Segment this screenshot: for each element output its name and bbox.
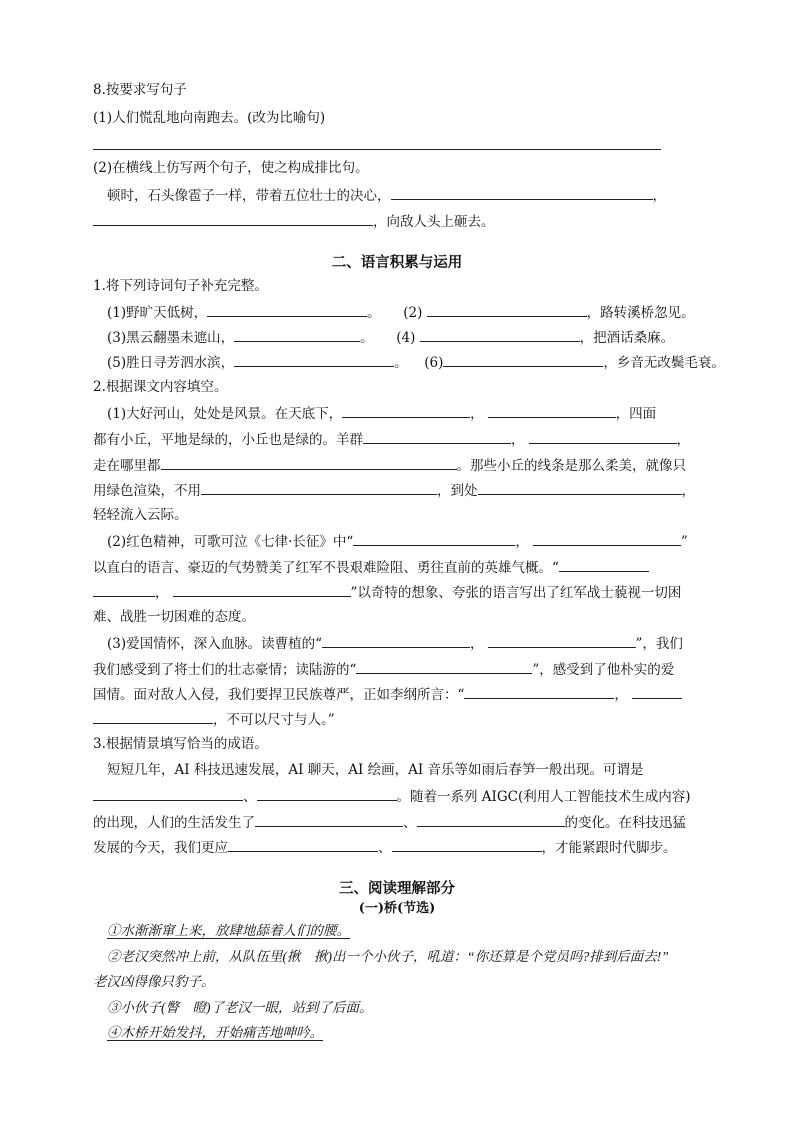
poem-1-text: (1)野旷天低树，: [107, 305, 208, 321]
q2-s1-a-text: (1)大好河山，处处是风景。在天底下，: [107, 406, 343, 422]
comma: ，: [470, 406, 484, 422]
answer-blank[interactable]: [93, 582, 155, 597]
q3-line-d: [93, 837, 677, 857]
answer-blank[interactable]: [342, 403, 470, 418]
answer-blank[interactable]: [363, 429, 511, 444]
q3-b-end: 。随着一系列 AIGC(利用人工智能技术生成内容): [396, 789, 691, 805]
answer-blank[interactable]: [93, 786, 243, 801]
q2-s1-line-e: 轻轻流入云际。: [93, 507, 188, 523]
q8-line-2: [93, 211, 495, 231]
passage-paragraph-1: [107, 922, 350, 940]
pause-mark: 、: [403, 815, 417, 831]
answer-blank[interactable]: [322, 633, 470, 648]
passage-paragraph-2: ②老汉突然冲上前，从队伍里(揪 揪)出一个小伙子，吼道：“你还算是个党员吗?排到后面去!”: [107, 949, 669, 964]
answer-blank[interactable]: [161, 455, 457, 470]
comma: ，: [470, 636, 484, 652]
answer-blank[interactable]: [257, 786, 397, 801]
pause-mark: 、: [378, 840, 392, 856]
comma: ，: [676, 432, 690, 448]
answer-blank[interactable]: [234, 327, 360, 342]
poem-3-text: (3)黑云翻墨未遮山，: [107, 330, 235, 346]
comma: ，: [614, 687, 628, 703]
section-3-heading: 三、阅读理解部分: [339, 881, 455, 897]
answer-blank[interactable]: [417, 812, 565, 827]
answer-line[interactable]: [93, 149, 661, 150]
answer-blank[interactable]: [255, 812, 403, 827]
s2-question-3-title: 3.根据情景填写恰当的成语。: [93, 736, 268, 752]
answer-blank[interactable]: [392, 837, 542, 852]
answer-blank[interactable]: [533, 531, 681, 546]
answer-blank[interactable]: [488, 633, 636, 648]
s2-question-1-title: 1.将下列诗词句子补充完整。: [93, 278, 268, 294]
q3-d-text: 发展的今天，我们更应: [93, 840, 228, 856]
answer-blank[interactable]: [427, 302, 587, 317]
q2-s1-d-text: 用绿色渲染，不用: [93, 483, 201, 499]
poem-3-end: 。: [360, 330, 374, 346]
q2-s2-a-end: ”: [680, 534, 688, 550]
q2-s3-line-c: [93, 684, 682, 704]
poem-2-end: ，路转溪桥忽见。: [586, 305, 695, 321]
poem-6-end: ，乡音无改鬓毛衰。: [603, 355, 725, 371]
q2-s2-line-d: 难、战胜一切困难的态度。: [93, 609, 255, 625]
paragraph-1-text: ①水渐渐窜上来，放肆地舔着人们的腰。: [107, 923, 350, 938]
answer-blank[interactable]: [93, 211, 373, 226]
question-8-title: 8.按要求写句子: [93, 82, 187, 98]
poem-6-text: (6): [424, 355, 444, 371]
q8-line-2-end: ，向敌人头上砸去。: [373, 214, 495, 230]
q8-line-1-text: 顿时，石头像雹子一样，带着五位壮士的决心，: [107, 188, 391, 204]
q2-s1-line-b: [93, 429, 690, 449]
poem-4-end: ，把酒话桑麻。: [579, 330, 675, 346]
answer-blank[interactable]: [207, 302, 367, 317]
poem-2-text: (2): [403, 305, 423, 321]
q2-s3-line-a: [107, 633, 683, 653]
q2-s3-a-text: (3)爱国情怀，深入血脉。读曹植的“: [107, 636, 323, 652]
q2-s1-line-a: [107, 403, 656, 423]
answer-blank[interactable]: [391, 185, 653, 200]
answer-blank[interactable]: [234, 352, 394, 367]
question-8-part-2: (2)在横线上仿写两个句子，使之构成排比句。: [93, 160, 369, 176]
q2-s3-line-b: [93, 659, 674, 679]
pause-mark: 、: [243, 789, 257, 805]
q8-comma: ，: [652, 188, 666, 204]
comma: ，: [681, 483, 695, 499]
q3-line-c: [93, 812, 686, 832]
section-2-heading: 二、语言积累与运用: [331, 255, 463, 271]
q2-s3-line-d: [93, 709, 335, 729]
answer-blank[interactable]: [420, 327, 580, 342]
q3-c-end: 的变化。在科技迅猛: [564, 815, 686, 831]
q2-s3-a-end: ”，我们: [635, 636, 683, 652]
q2-s1-line-d: [93, 480, 695, 500]
q2-s1-c-end: 。那些小丘的线条是那么柔美，就像只: [456, 458, 686, 474]
answer-blank[interactable]: [173, 582, 351, 597]
q8-line-1: [107, 185, 666, 205]
q2-s1-a-end: ，四面: [615, 406, 657, 422]
q2-s2-line-c: [93, 582, 681, 602]
passage-title: (一)桥(节选): [358, 901, 436, 916]
poem-row-3: [107, 352, 725, 372]
passage-paragraph-4: [107, 1024, 323, 1042]
answer-blank[interactable]: [228, 837, 378, 852]
answer-blank[interactable]: [356, 659, 532, 674]
comma: ，: [155, 585, 169, 601]
q2-s3-d-end: ，不可以尺寸与人。”: [213, 712, 335, 728]
s2-question-2-title: 2.根据课文内容填空。: [93, 379, 228, 395]
answer-blank[interactable]: [632, 684, 682, 699]
q2-s2-a-text: (2)红色精神，可歌可泣《七律·长征》中“: [107, 534, 354, 550]
poem-5-end: 。: [394, 355, 408, 371]
question-8-part-1: (1)人们慌乱地向南跑去。(改为比喻句): [93, 110, 326, 126]
q3-d-end: ，才能紧跟时代脚步。: [541, 840, 677, 856]
q3-line-a: 短短几年，AI 科技迅速发展，AI 聊天，AI 绘画，AI 音乐等如雨后春笋一般出现。可谓是: [107, 762, 644, 778]
answer-blank[interactable]: [478, 480, 682, 495]
q2-s3-b-text: 我们感受到了将士们的壮志豪情；读陆游的“: [93, 662, 357, 678]
poem-row-2: [107, 327, 674, 347]
q2-s2-line-b: [93, 557, 649, 577]
comma: ，: [515, 534, 529, 550]
q2-s3-c-text: 国情。面对敌人入侵，我们要捍卫民族尊严，正如李纲所言：“: [93, 687, 465, 703]
answer-blank[interactable]: [559, 557, 649, 572]
answer-blank[interactable]: [353, 531, 515, 546]
q2-s2-c-end: ”以奇特的想象、夸张的语言写出了红军战士藐视一切困: [350, 585, 682, 601]
comma: ，: [511, 432, 525, 448]
q3-line-b: [93, 786, 691, 806]
poem-4-text: (4): [396, 330, 416, 346]
q2-s2-line-a: [107, 531, 688, 551]
passage-paragraph-3: ③小伙子(瞥 瞪)了老汉一眼，站到了后面。: [107, 1000, 373, 1015]
q2-s1-line-c: [93, 455, 686, 475]
answer-blank[interactable]: [443, 352, 603, 367]
poem-5-text: (5)胜日寻芳泗水滨，: [107, 355, 235, 371]
poem-row-1: [107, 302, 695, 322]
paragraph-4-text: ④木桥开始发抖，开始痛苦地呻吟。: [107, 1025, 323, 1040]
q2-s1-c-text: 走在哪里都: [93, 458, 161, 474]
q3-c-text: 的出现，人们的生活发生了: [93, 815, 255, 831]
answer-blank[interactable]: [488, 403, 616, 418]
q2-s3-b-end: ”，感受到了他朴实的爱: [532, 662, 675, 678]
q2-s2-b-text: 以直白的语言、豪迈的气势赞美了红军不畏艰难险阻、勇往直前的英雄气概。“: [93, 560, 559, 576]
answer-blank[interactable]: [93, 709, 213, 724]
answer-blank[interactable]: [201, 480, 437, 495]
q2-s1-b-text: 都有小丘，平地是绿的，小丘也是绿的。羊群: [93, 432, 363, 448]
q2-s1-d-mid: ，到处: [437, 483, 478, 499]
passage-paragraph-2b: 老汉凶得像只豹子。: [93, 974, 215, 989]
answer-blank[interactable]: [464, 684, 614, 699]
answer-blank[interactable]: [529, 429, 677, 444]
poem-1-end: 。: [367, 305, 381, 321]
